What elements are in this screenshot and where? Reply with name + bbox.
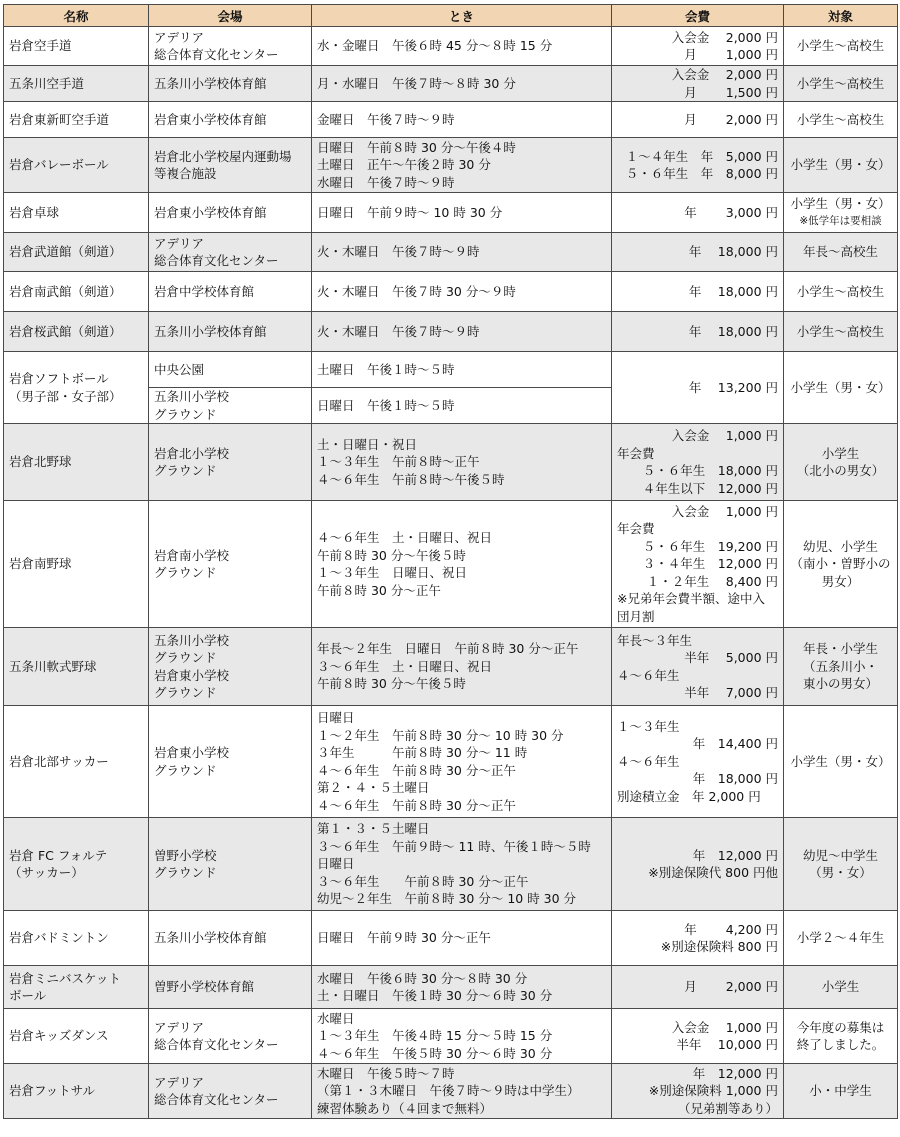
- venue-line: 総合体育文化センター: [154, 1037, 279, 1052]
- cell-time: [312, 272, 612, 312]
- fee-line: 年 18,000 円: [688, 244, 778, 260]
- time-line: 日曜日 午後１時～５時: [317, 397, 455, 413]
- time-line: 木曜日 午後５時～７時: [317, 1065, 455, 1081]
- fee-line: １・２年生 8,400 円: [646, 573, 778, 589]
- venue-line: 岩倉東小学校体育館: [154, 204, 267, 220]
- table-row: [4, 818, 898, 911]
- cell-venue: [149, 911, 312, 966]
- name-line: 岩倉ソフトボール: [9, 371, 109, 386]
- fee-line: 半年 10,000 円: [676, 1037, 778, 1052]
- fee-line: 入会金 1,000 円: [671, 1019, 778, 1035]
- time-line: 金曜日 午後７時～９時: [317, 111, 455, 127]
- cell-name: [4, 424, 149, 501]
- venue-line: グラウンド: [154, 650, 217, 665]
- cell-venue: [149, 424, 312, 501]
- cell-target: [784, 706, 898, 818]
- fee-line: 半年 7,000 円: [684, 685, 778, 700]
- fee-line: １～３年生: [617, 718, 680, 734]
- venue-line: グラウンド: [154, 463, 217, 478]
- table-row: [4, 272, 898, 312]
- cell-fee: [612, 233, 784, 272]
- fee-line: 団月割: [617, 608, 655, 624]
- time-line: 日曜日: [317, 856, 355, 872]
- cell-time: [312, 66, 612, 102]
- time-line: ３～６年生 午前９時～ 11 時、午後１時～５時: [317, 838, 591, 854]
- venue-line: 岩倉東小学校: [154, 745, 230, 760]
- target-line: ※低学年は要相談: [799, 214, 882, 227]
- name-line: ボール: [9, 988, 47, 1003]
- cell-time: [312, 388, 612, 424]
- cell-name: [4, 66, 149, 102]
- time-line: ４～６年生 午後５時 30 分～６時 30 分: [317, 1045, 553, 1061]
- table-row: [4, 312, 898, 352]
- time-line: 第２・４・５土曜日: [317, 780, 430, 795]
- cell-target: [784, 818, 898, 911]
- fee-line: 別途積立金 年 2,000 円: [617, 788, 761, 804]
- cell-venue: [149, 352, 312, 388]
- table-row: [4, 193, 898, 233]
- time-line: 第１・３・５土曜日: [317, 821, 430, 837]
- table-row: [4, 1064, 898, 1119]
- time-line: 日曜日 午前８時 30 分～午後４時: [317, 139, 516, 155]
- fee-line: 月 2,000 円: [684, 111, 778, 127]
- time-line: 土曜日 正午～午後２時 30 分: [317, 157, 491, 173]
- cell-name: [4, 102, 149, 138]
- fee-line: 年長～３年生: [617, 632, 693, 648]
- cell-venue: [149, 138, 312, 193]
- venue-line: 曽野小学校体育館: [154, 979, 255, 995]
- target-line: 終了しました。: [796, 1037, 885, 1052]
- cell-time: [312, 193, 612, 233]
- cell-venue: [149, 312, 312, 352]
- venue-line: 岩倉東小学校体育館: [154, 111, 267, 127]
- cell-target: [784, 911, 898, 966]
- table-row: [4, 66, 898, 102]
- cell-name: [4, 352, 149, 424]
- cell-target: [784, 233, 898, 272]
- name-line: 岩倉ミニバスケット: [9, 970, 121, 986]
- cell-target: [784, 102, 898, 138]
- fee-line: 年 12,000 円: [692, 1065, 778, 1081]
- name-line: 岩倉北野球: [9, 454, 72, 470]
- cell-target: [784, 193, 898, 233]
- cell-time: [312, 818, 612, 911]
- cell-fee: [612, 272, 784, 312]
- cell-time: [312, 102, 612, 138]
- cell-time: [312, 312, 612, 352]
- time-line: 午前８時 30 分～午後５時: [317, 676, 466, 692]
- cell-name: [4, 233, 149, 272]
- cell-venue: [149, 966, 312, 1009]
- cell-name: [4, 628, 149, 706]
- cell-fee: [612, 628, 784, 706]
- target-line: 東小の男女）: [802, 676, 878, 692]
- name-line: （サッカー）: [9, 865, 84, 880]
- venue-line: グラウンド: [154, 685, 217, 700]
- cell-name: [4, 193, 149, 233]
- target-line: （南小・曽野小の: [790, 556, 891, 572]
- time-line: 土曜日 午後１時～５時: [317, 361, 455, 377]
- table-row: [4, 911, 898, 966]
- fee-line: 年 18,000 円: [692, 771, 778, 787]
- time-line: 幼児～２年生 午前８時 30 分～ 10 時 30 分: [317, 891, 577, 907]
- cell-time: [312, 501, 612, 628]
- target-line: 小学生（男・女）: [790, 753, 891, 769]
- time-line: 日曜日 午前９時～ 10 時 30 分: [317, 204, 503, 220]
- cell-target: [784, 1009, 898, 1064]
- target-line: 小・中学生: [809, 1083, 872, 1099]
- cell-name: [4, 1064, 149, 1119]
- cell-fee: [612, 102, 784, 138]
- target-line: 小学２～４年生: [796, 930, 885, 946]
- fee-line: 入会金 1,000 円: [671, 428, 778, 443]
- venue-line: 岩倉中学校体育館: [154, 283, 255, 299]
- time-line: ４～６年生 午前８時～午後５時: [317, 471, 505, 487]
- table-row: [4, 706, 898, 818]
- fee-line: ４～６年生: [617, 753, 680, 769]
- time-line: 土・日曜日 午後１時 30 分～６時 30 分: [317, 988, 553, 1003]
- cell-fee: [612, 193, 784, 233]
- cell-name: [4, 138, 149, 193]
- fee-line: 月 1,500 円: [684, 84, 778, 100]
- target-line: 小学生～高校生: [796, 111, 885, 127]
- cell-venue: [149, 272, 312, 312]
- fee-line: ５・６年生 18,000 円: [642, 463, 778, 478]
- cell-time: [312, 706, 612, 818]
- venue-line: 総合体育文化センター: [154, 47, 279, 62]
- time-line: 年長～２年生 日曜日 午前８時 30 分～正午: [317, 641, 579, 657]
- cell-venue: [149, 501, 312, 628]
- cell-fee: [612, 27, 784, 66]
- fee-line: ３・４年生 12,000 円: [642, 556, 778, 572]
- cell-time: [312, 1009, 612, 1064]
- venue-line: グラウンド: [154, 865, 217, 880]
- name-line: 岩倉武道館（剣道）: [9, 244, 122, 260]
- time-line: ４～６年生 午前８時 30 分～正午: [317, 762, 516, 778]
- cell-venue: [149, 1009, 312, 1064]
- cell-fee: [612, 424, 784, 501]
- cell-fee: [612, 911, 784, 966]
- name-line: 岩倉 FC フォルテ: [9, 847, 108, 863]
- venue-line: 等複合施設: [154, 166, 217, 181]
- fee-line: ４年生以下 12,000 円: [642, 480, 778, 496]
- target-line: 小学生: [821, 445, 860, 461]
- venue-line: 中央公園: [154, 361, 205, 377]
- target-line: 小学生（男・女）: [790, 196, 891, 211]
- table-row: [4, 501, 898, 628]
- cell-fee: [612, 706, 784, 818]
- table-row: [4, 966, 898, 1009]
- cell-time: [312, 628, 612, 706]
- fee-line: 年 13,200 円: [688, 379, 778, 395]
- cell-name: [4, 818, 149, 911]
- target-line: 今年度の募集は: [796, 1019, 885, 1035]
- time-line: ３～６年生 土・日曜日、祝日: [317, 658, 493, 674]
- cell-target: [784, 1064, 898, 1119]
- fee-line: ５・６年生 19,200 円: [642, 538, 778, 554]
- time-line: 土・日曜日・祝日: [317, 436, 418, 452]
- name-line: （男子部・女子部）: [9, 388, 122, 404]
- venue-line: 曽野小学校: [154, 847, 217, 863]
- venue-line: 五条川小学校体育館: [154, 930, 267, 946]
- header-name: 名称: [4, 5, 149, 27]
- venue-line: グラウンド: [154, 565, 217, 580]
- time-line: ４～６年生 土・日曜日、祝日: [317, 530, 493, 545]
- cell-name: [4, 966, 149, 1009]
- cell-time: [312, 1064, 612, 1119]
- time-line: １～２年生 午前８時 30 分～ 10 時 30 分: [317, 727, 564, 743]
- name-line: 岩倉バドミントン: [9, 930, 109, 946]
- target-line: 幼児、小学生: [802, 538, 878, 554]
- table-row: [4, 138, 898, 193]
- target-line: 年長～高校生: [802, 244, 878, 260]
- time-line: ３～６年生 午前８時 30 分～正午: [317, 873, 529, 889]
- venue-line: 五条川小学校: [154, 389, 230, 404]
- time-line: 火・木曜日 午後７時 30 分～９時: [317, 283, 516, 299]
- cell-time: [312, 966, 612, 1009]
- time-line: 水曜日 午後７時～９時: [317, 174, 455, 190]
- table-row: [4, 27, 898, 66]
- cell-time: [312, 911, 612, 966]
- table-body: [4, 27, 898, 1119]
- cell-fee: [612, 352, 784, 424]
- venue-line: 五条川小学校: [154, 632, 230, 648]
- target-line: 小学生～高校生: [796, 38, 885, 54]
- fee-line: 入会金 1,000 円: [671, 503, 778, 519]
- cell-venue: [149, 66, 312, 102]
- target-line: 小学生（男・女）: [790, 157, 891, 173]
- name-line: 岩倉バレーボール: [9, 157, 109, 173]
- table-row: [4, 424, 898, 501]
- cell-target: [784, 501, 898, 628]
- cell-target: [784, 628, 898, 706]
- cell-fee: [612, 966, 784, 1009]
- time-line: 練習体験あり（４回まで無料）: [317, 1100, 493, 1116]
- target-line: 小学生～高校生: [796, 283, 885, 299]
- cell-fee: [612, 1009, 784, 1064]
- time-line: ３年生 午前８時 30 分～ 11 時: [317, 745, 528, 760]
- fee-line: 年 14,400 円: [692, 736, 778, 752]
- venue-line: アデリア: [154, 1074, 205, 1090]
- name-line: 岩倉南野球: [9, 556, 72, 572]
- cell-fee: [612, 1064, 784, 1119]
- time-line: 火・木曜日 午後７時～９時: [317, 323, 480, 339]
- time-line: 午前８時 30 分～午後５時: [317, 547, 466, 563]
- fee-line: 年会費: [617, 445, 655, 461]
- cell-target: [784, 66, 898, 102]
- cell-target: [784, 966, 898, 1009]
- cell-time: [312, 138, 612, 193]
- time-line: 水・金曜日 午後６時 45 分～８時 15 分: [317, 38, 553, 54]
- cell-fee: [612, 501, 784, 628]
- cell-fee: [612, 66, 784, 102]
- club-table: [3, 4, 898, 1119]
- cell-name: [4, 501, 149, 628]
- venue-line: 岩倉北小学校屋内運動場: [154, 148, 292, 164]
- venue-line: 岩倉東小学校: [154, 667, 230, 683]
- cell-name: [4, 706, 149, 818]
- venue-line: グラウンド: [154, 406, 217, 422]
- header-venue: 会場: [149, 5, 312, 27]
- name-line: 五条川空手道: [9, 75, 85, 91]
- cell-target: [784, 352, 898, 424]
- cell-name: [4, 1009, 149, 1064]
- venue-line: 岩倉北小学校: [154, 445, 230, 461]
- cell-venue: [149, 27, 312, 66]
- cell-name: [4, 272, 149, 312]
- table-row: [4, 102, 898, 138]
- header-time: とき: [312, 5, 612, 27]
- cell-time: [312, 27, 612, 66]
- cell-venue: [149, 388, 312, 424]
- cell-venue: [149, 193, 312, 233]
- cell-target: [784, 27, 898, 66]
- table-row: [4, 352, 898, 388]
- name-line: 岩倉キッズダンス: [9, 1028, 109, 1044]
- venue-line: 岩倉南小学校: [154, 547, 230, 563]
- target-line: 小学生～高校生: [796, 323, 885, 339]
- target-line: （北小の男女）: [796, 463, 885, 478]
- fee-line: ４～６年生: [617, 667, 680, 683]
- venue-line: アデリア: [154, 235, 205, 251]
- fee-line: １～４年生 年 5,000 円: [625, 148, 778, 164]
- target-line: 幼児～中学生: [802, 847, 878, 863]
- cell-venue: [149, 706, 312, 818]
- cell-time: [312, 424, 612, 501]
- time-line: 水曜日 午後６時 30 分～８時 30 分: [317, 970, 528, 986]
- fee-line: 入会金 2,000 円: [671, 29, 778, 45]
- fee-line: 入会金 2,000 円: [671, 67, 778, 82]
- venue-line: 五条川小学校体育館: [154, 323, 267, 339]
- fee-line: 年 3,000 円: [684, 204, 778, 220]
- cell-time: [312, 233, 612, 272]
- name-line: 岩倉東新町空手道: [9, 111, 110, 127]
- cell-fee: [612, 312, 784, 352]
- header-target: 対象: [784, 5, 898, 27]
- cell-target: [784, 272, 898, 312]
- target-line: 小学生（男・女）: [790, 379, 891, 395]
- cell-venue: [149, 628, 312, 706]
- time-line: ４～６年生 午前８時 30 分～正午: [317, 797, 516, 813]
- target-line: 男女）: [821, 573, 860, 589]
- venue-line: アデリア: [154, 1019, 205, 1035]
- table-row: [4, 233, 898, 272]
- target-line: （五条川小・: [802, 658, 878, 674]
- cell-fee: [612, 818, 784, 911]
- time-line: 午前８時 30 分～正午: [317, 582, 441, 598]
- time-line: 月・水曜日 午後７時～８時 30 分: [317, 75, 516, 91]
- cell-target: [784, 312, 898, 352]
- fee-line: ※兄弟年会費半額、途中入: [617, 591, 765, 607]
- time-line: （第１・３木曜日 午後７時～９時は中学生）: [317, 1083, 580, 1099]
- venue-line: 五条川小学校体育館: [154, 75, 267, 91]
- header-fee: 会費: [612, 5, 784, 27]
- cell-target: [784, 138, 898, 193]
- name-line: 岩倉フットサル: [9, 1083, 96, 1099]
- fee-line: ※別途保険代 800 円他: [648, 865, 778, 880]
- cell-venue: [149, 1064, 312, 1119]
- fee-line: 年会費: [617, 521, 655, 537]
- cell-target: [784, 424, 898, 501]
- cell-time: [312, 352, 612, 388]
- fee-line: ※別途保険料 1,000 円: [648, 1083, 778, 1099]
- time-line: 日曜日: [317, 710, 355, 725]
- target-line: 小学生～高校生: [796, 75, 885, 91]
- venue-line: グラウンド: [154, 762, 217, 778]
- cell-venue: [149, 818, 312, 911]
- cell-venue: [149, 102, 312, 138]
- venue-line: アデリア: [154, 29, 205, 45]
- cell-name: [4, 911, 149, 966]
- time-line: 火・木曜日 午後７時～９時: [317, 244, 480, 260]
- fee-line: ※別途保険料 800 円: [660, 939, 778, 954]
- venue-line: 総合体育文化センター: [154, 1092, 279, 1107]
- target-line: （男・女）: [809, 865, 872, 880]
- time-line: １～３年生 午前８時～正午: [317, 454, 480, 470]
- fee-line: 年 18,000 円: [688, 323, 778, 339]
- cell-fee: [612, 138, 784, 193]
- name-line: 岩倉卓球: [9, 204, 60, 220]
- time-line: 日曜日 午前９時 30 分～正午: [317, 930, 491, 946]
- fee-line: （兄弟割等あり）: [677, 1100, 778, 1116]
- target-line: 年長・小学生: [802, 641, 878, 657]
- name-line: 五条川軟式野球: [9, 658, 97, 674]
- fee-line: 年 18,000 円: [688, 283, 778, 299]
- name-line: 岩倉北部サッカー: [9, 753, 109, 769]
- fee-line: 月 2,000 円: [684, 979, 778, 995]
- venue-line: 総合体育文化センター: [154, 253, 279, 268]
- name-line: 岩倉南武館（剣道）: [9, 283, 122, 299]
- time-line: 水曜日: [317, 1010, 355, 1026]
- cell-venue: [149, 233, 312, 272]
- fee-line: 月 1,000 円: [684, 47, 778, 62]
- table-row: [4, 1009, 898, 1064]
- name-line: 岩倉桜武館（剣道）: [9, 323, 122, 339]
- target-line: 小学生: [821, 979, 860, 995]
- fee-line: ５・６年生 年 8,000 円: [625, 166, 778, 181]
- fee-line: 半年 5,000 円: [684, 650, 778, 665]
- time-line: １～３年生 日曜日、祝日: [317, 565, 468, 580]
- time-line: １～３年生 午後４時 15 分～５時 15 分: [317, 1028, 553, 1044]
- table-row: [4, 628, 898, 706]
- name-line: 岩倉空手道: [9, 38, 72, 54]
- cell-name: [4, 27, 149, 66]
- fee-line: 年 12,000 円: [692, 847, 778, 863]
- fee-line: 年 4,200 円: [684, 921, 778, 937]
- cell-name: [4, 312, 149, 352]
- table-header-row: [4, 5, 898, 27]
